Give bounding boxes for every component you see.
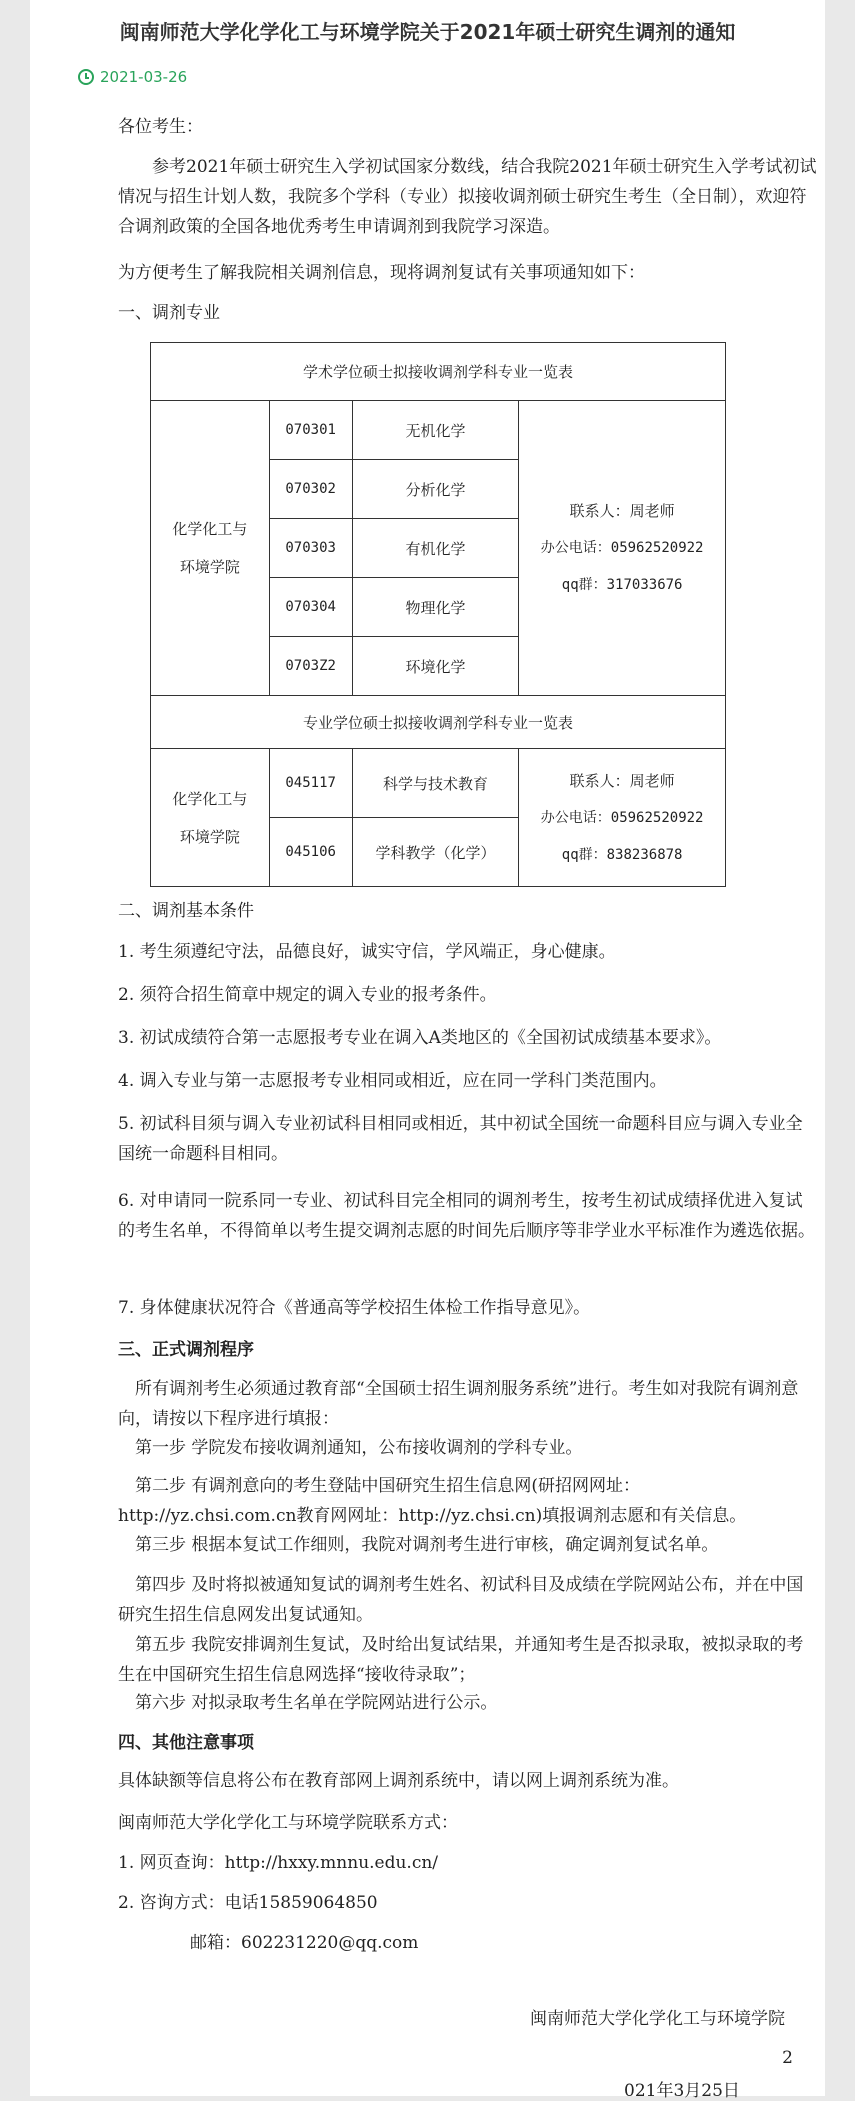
section-heading-1: 一、调剂专业 [118,303,220,323]
sign-date: 021年3月25日 [624,2081,740,2101]
contact-qq: qq群：317033676 [561,577,683,593]
condition-item: 7. 身体健康状况符合《普通高等学校招生体检工作指导意见》。 [118,1298,591,1318]
section-heading-3: 三、正式调剂程序 [118,1340,254,1360]
publish-date [78,68,187,86]
professional-table-header: 专业学位硕士拟接收调剂学科专业一览表 [151,696,726,749]
section-heading-2: 二、调剂基本条件 [118,901,254,921]
website-info: 1. 网页查询：http://hxxy.mnnu.edu.cn/ [118,1853,439,1873]
admission-table [150,342,726,887]
contact-qq: qq群：838236878 [561,846,683,863]
major-name: 分析化学 [352,460,519,519]
page-number: 2 [782,2048,793,2068]
major-name: 科学与技术教育 [352,749,519,818]
phone-info: 2. 咨询方式：电话15859064850 [118,1893,378,1913]
contact-person: 联系人：周老师 [569,502,675,520]
intro-paragraph-2: 为方便考生了解我院相关调剂信息，现将调剂复试有关事项通知如下： [118,263,645,283]
condition-item: 5. 初试科目须与调入专业初试科目相同或相近，其中初试全国统一命题科目应与调入专业全国统一命题科目相同。 [118,1114,803,1164]
major-code: 070302 [269,460,352,519]
condition-item: 4. 调入专业与第一志愿报考专业相同或相近，应在同一学科门类范围内。 [118,1071,667,1091]
condition-item: 1. 考生须遵纪守法，品德良好，诚实守信，学风端正，身心健康。 [118,942,616,962]
major-code: 070303 [269,519,352,578]
major-code: 045106 [269,818,352,887]
greeting: 各位考生： [118,117,203,137]
procedure-step: 第二步 有调剂意向的考生登陆中国研究生招生信息网(研招网网址：http://yz.chsi.com.cn教育网网址：http://yz.chsi.cn)填报调剂志愿和有关信息。 [118,1476,747,1526]
major-name: 有机化学 [352,519,519,578]
other-notice: 具体缺额等信息将公布在教育部网上调剂系统中，请以网上调剂系统为准。 [118,1771,679,1791]
contact-phone: 办公电话：05962520922 [540,540,704,556]
section-heading-4: 四、其他注意事项 [118,1733,254,1753]
contact-title: 闽南师范大学化学化工与环境学院联系方式： [118,1813,458,1833]
school-cell [151,749,270,887]
academic-table-header: 学术学位硕士拟接收调剂学科专业一览表 [151,343,726,401]
major-name: 学科教学（化学） [352,818,519,887]
school-line-1: 化学化工与 [172,789,248,808]
school-line-2: 环境学院 [179,827,240,846]
publish-date-text: 2021-03-26 [100,68,188,86]
procedure-step: 第一步 学院发布接收调剂通知，公布接收调剂的学科专业。 [135,1438,583,1458]
professional-contact-cell [519,749,726,887]
procedure-intro: 所有调剂考生必须通过教育部“全国硕士招生调剂服务系统”进行。考生如对我院有调剂意向，请按以下程序进行填报： [118,1379,799,1429]
page-title: 闽南师范大学化学化工与环境学院关于2021年硕士研究生调剂的通知 [119,20,736,44]
major-code: 070304 [269,578,352,637]
condition-item: 3. 初试成绩符合第一志愿报考专业在调入A类地区的《全国初试成绩基本要求》。 [118,1028,722,1048]
intro-paragraph: 参考2021年硕士研究生入学初试国家分数线，结合我院2021年硕士研究生入学考试初试情况与招生计划人数，我院多个学科（专业）拟接收调剂硕士研究生考生（全日制），欢迎符合调剂政策的全国各地优秀考生申请调剂到我院学习深造。 [118,157,817,237]
procedure-step: 第六步 对拟录取考生名单在学院网站进行公示。 [135,1693,498,1713]
major-name: 环境化学 [352,637,519,696]
condition-item: 2. 须符合招生简章中规定的调入专业的报考条件。 [118,985,497,1005]
signature: 闽南师范大学化学化工与环境学院 [530,2009,785,2029]
school-line-1: 化学化工与 [172,520,248,538]
document-page [30,0,825,2101]
academic-contact-cell [519,401,726,696]
condition-item: 6. 对申请同一院系同一专业、初试科目完全相同的调剂考生，按考生初试成绩择优进入复试的考生名单，不得简单以考生提交调剂志愿的时间先后顺序等非学业水平标准作为遴选依据。 [118,1191,815,1241]
school-cell [151,401,270,696]
contact-person: 联系人：周老师 [569,771,675,790]
major-name: 物理化学 [352,578,519,637]
procedure-step: 第三步 根据本复试工作细则，我院对调剂考生进行审核，确定调剂复试名单。 [135,1535,719,1555]
major-code: 0703Z2 [269,637,352,696]
major-code: 070301 [269,401,352,460]
procedure-step: 第五步 我院安排调剂生复试，及时给出复试结果，并通知考生是否拟录取，被拟录取的考生在中国研究生招生信息网选择“接收待录取”； [118,1635,804,1685]
major-code: 045117 [269,749,352,818]
email-info: 邮箱：602231220@qq.com [190,1933,419,1953]
school-line-2: 环境学院 [179,558,240,576]
clock-icon [78,69,94,85]
major-name: 无机化学 [352,401,519,460]
contact-phone: 办公电话：05962520922 [540,809,704,826]
procedure-step: 第四步 及时将拟被通知复试的调剂考生姓名、初试科目及成绩在学院网站公布，并在中国研究生招生信息网发出复试通知。 [118,1575,804,1625]
